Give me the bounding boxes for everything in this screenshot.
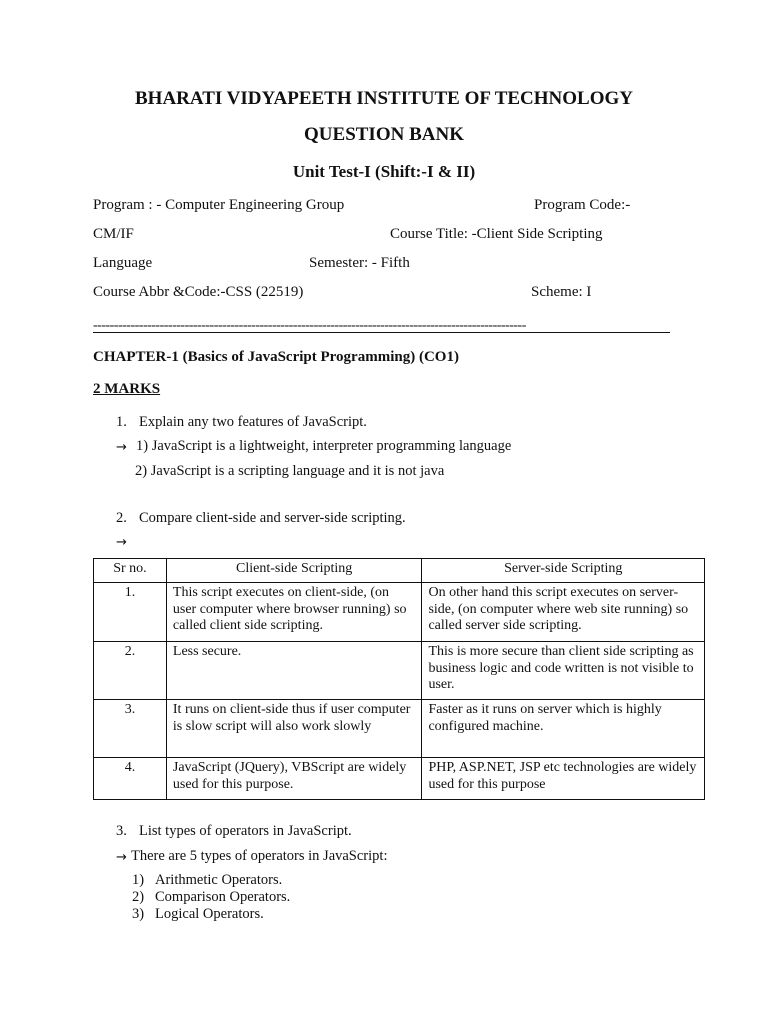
course-title-continued: Language — [93, 255, 153, 271]
scheme-label: Scheme: I — [531, 284, 592, 300]
list-item: Logical Operators. — [155, 906, 264, 922]
q1-question: Explain any two features of JavaScript. — [139, 414, 367, 430]
chapter-heading: CHAPTER-1 (Basics of JavaScript Programming) (CO1) — [93, 349, 459, 365]
institute-title: BHARATI VIDYAPEETH INSTITUTE OF TECHNOLOGY — [135, 88, 633, 109]
table-cell: JavaScript (JQuery), VBScript are widely used for this purpose. — [166, 758, 422, 800]
table-header-cell: Server-side Scripting — [422, 559, 705, 583]
separator-line — [93, 332, 670, 333]
program-code-value: CM/IF — [93, 226, 134, 242]
q1-number: 1. — [116, 414, 127, 430]
list-item-number: 3) — [132, 906, 145, 922]
table-cell: It runs on client-side thus if user computer is slow script will also work slowly — [166, 700, 422, 758]
course-title-label: Course Title: -Client Side Scripting — [390, 226, 603, 242]
marks-heading: 2 MARKS — [93, 381, 161, 397]
table-cell: On other hand this script executes on server-side, (on computer where web site running) so called server side scripting. — [422, 583, 705, 642]
course-abbr-label: Course Abbr &Code:-CSS (22519) — [93, 284, 304, 300]
q3-question: List types of operators in JavaScript. — [139, 823, 352, 839]
table-cell: Less secure. — [166, 642, 422, 700]
table-row — [94, 758, 705, 800]
table-row — [94, 700, 705, 758]
right-arrow-icon: → — [116, 535, 127, 550]
right-arrow-icon: → — [116, 850, 127, 865]
q1-answer-2: 2) JavaScript is a scripting language and it is not java — [135, 463, 445, 479]
table-cell: This script executes on client-side, (on user computer where browser running) so called client side scripting. — [166, 583, 422, 642]
table-cell: 2. — [94, 642, 167, 700]
table-header-row — [94, 559, 705, 583]
right-arrow-icon: → — [116, 440, 127, 455]
table-cell: 4. — [94, 758, 167, 800]
q3-answer: There are 5 types of operators in JavaScript: — [131, 848, 388, 864]
document-title: QUESTION BANK — [304, 124, 464, 145]
table-cell: PHP, ASP.NET, JSP etc technologies are widely used for this purpose — [422, 758, 705, 800]
unit-test-title: Unit Test-I (Shift:-I & II) — [292, 162, 476, 181]
table-header-cell: Client-side Scripting — [166, 559, 422, 583]
table-cell: 1. — [94, 583, 167, 642]
table-row — [94, 642, 705, 700]
program-label: Program : - Computer Engineering Group — [93, 197, 345, 213]
table-cell: 3. — [94, 700, 167, 758]
table-cell: This is more secure than client side scripting as business logic and code written is not visible to user. — [422, 642, 705, 700]
program-code-label: Program Code:- — [534, 197, 631, 213]
q3-number: 3. — [116, 823, 127, 839]
q1-answer-1: 1) JavaScript is a lightweight, interpreter programming language — [136, 438, 512, 454]
q2-question: Compare client-side and server-side scripting. — [139, 510, 406, 526]
comparison-table — [93, 558, 705, 800]
table-header-cell: Sr no. — [94, 559, 167, 583]
dashed-separator: -------------------------------------------------------------------------------------------------------- — [93, 318, 526, 333]
table-row — [94, 583, 705, 642]
list-item-number: 1) — [132, 872, 145, 888]
table-cell: Faster as it runs on server which is highly configured machine. — [422, 700, 705, 758]
list-item: Comparison Operators. — [155, 889, 291, 905]
list-item-number: 2) — [132, 889, 145, 905]
list-item: Arithmetic Operators. — [155, 872, 283, 888]
semester-label: Semester: - Fifth — [309, 255, 410, 271]
q2-number: 2. — [116, 510, 127, 526]
